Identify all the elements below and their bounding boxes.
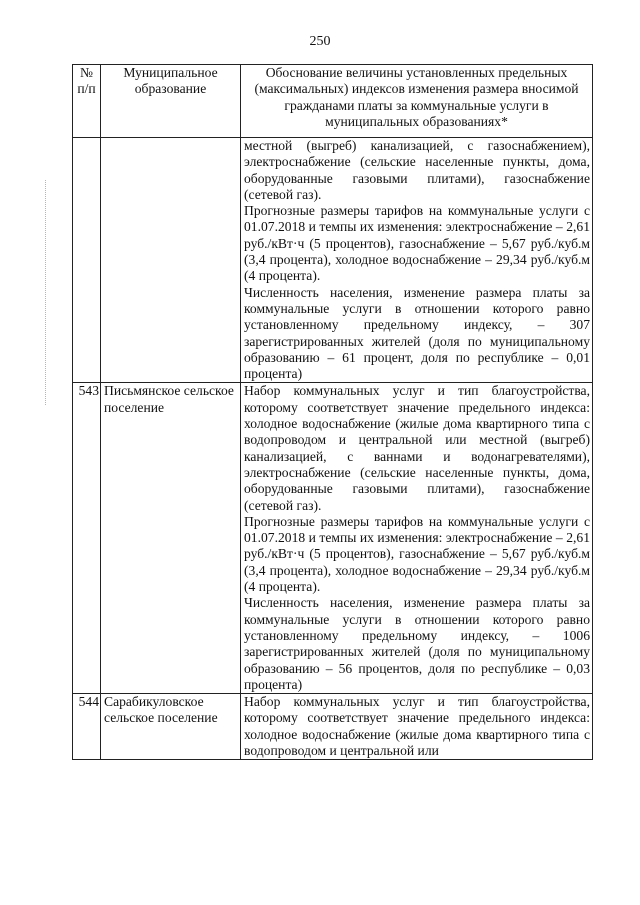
justification-paragraph: Прогнозные размеры тарифов на коммунальные услуги с 01.07.2018 и темпы их изменения: электроснабжение – 2,61 руб./кВт·ч (5 процентов), газоснабжение – 5,67 руб./куб.м (3,4 процента), холодное водоснабжение – 29,34 руб./куб.м (4 процента). bbox=[244, 203, 590, 284]
municipality-name: Письмянское сельское поселение bbox=[101, 383, 241, 694]
margin-marks bbox=[45, 180, 47, 405]
row-number bbox=[73, 138, 101, 383]
row-number: 543 bbox=[73, 383, 101, 694]
table-body bbox=[73, 138, 593, 760]
justification-paragraph: Численность населения, изменение размера платы за коммунальные услуги в отношении которого равно установленному предельному индексу, – 307 зарегистрированных жителей (доля по муниципальному образованию – 61 процент, доля по республике – 0,01 процента) bbox=[244, 284, 590, 382]
table-row bbox=[73, 138, 593, 383]
tariff-table bbox=[72, 64, 593, 760]
municipality-name bbox=[101, 138, 241, 383]
justification-cell bbox=[241, 694, 593, 760]
justification-paragraph: Численность населения, изменение размера платы за коммунальные услуги в отношении которого равно установленному предельному индексу, – 1006 зарегистрированных жителей (доля по муниципальному образованию – 56 процентов, доля по республике – 0,03 процента) bbox=[244, 595, 590, 692]
justification-paragraph: местной (выгреб) канализацией, с газоснабжением), электроснабжение (сельские населенные пункты, дома, оборудованные газовыми плитами), газоснабжение (сетевой газ). bbox=[244, 138, 590, 202]
table-row bbox=[73, 694, 593, 760]
table-row bbox=[73, 383, 593, 694]
justification-cell bbox=[241, 138, 593, 383]
page-number: 250 bbox=[309, 34, 331, 49]
header-justification: Обоснование величины установленных предельных (максимальных) индексов изменения размера вносимой гражданами платы за коммунальные услуги в муниципальных образованиях* bbox=[241, 65, 593, 138]
justification-paragraph: Набор коммунальных услуг и тип благоустройства, которому соответствует значение предельного индекса: холодное водоснабжение (жилые дома квартирного типа с водопроводом и центральной или местной (выгреб) канализацией, с ваннами и водонагревателями), электроснабжение (сельские населенные пункты, дома, оборудованные газовыми плитами), газоснабжение (сетевой газ). bbox=[244, 383, 590, 513]
header-num: № п/п bbox=[73, 65, 101, 138]
justification-paragraph: Набор коммунальных услуг и тип благоустройства, которому соответствует значение предельного индекса: холодное водоснабжение (жилые дома квартирного типа с водопроводом и центральной или bbox=[244, 694, 590, 758]
row-number: 544 bbox=[73, 694, 101, 760]
justification-cell bbox=[241, 383, 593, 694]
justification-paragraph: Прогнозные размеры тарифов на коммунальные услуги с 01.07.2018 и темпы их изменения: электроснабжение – 2,61 руб./кВт·ч (5 процентов), газоснабжение – 5,67 руб./куб.м (3,4 процента), холодное водоснабжение – 29,34 руб./куб.м (4 процента). bbox=[244, 513, 590, 595]
municipality-name: Сарабикуловское сельское поселение bbox=[101, 694, 241, 760]
header-municipality: Муниципальное образование bbox=[101, 65, 241, 138]
table-header-row bbox=[73, 65, 593, 138]
